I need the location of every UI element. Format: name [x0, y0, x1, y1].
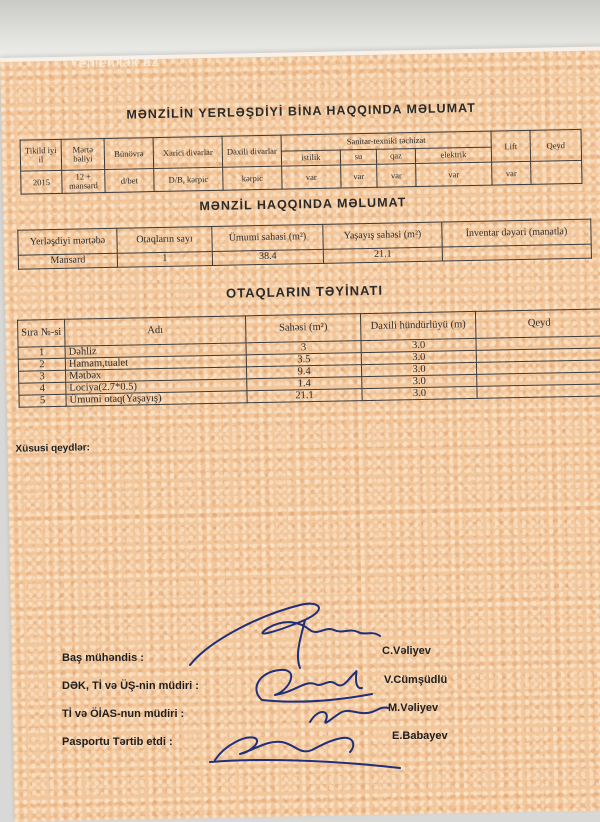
cell-area: 3 — [246, 341, 361, 355]
header-height: Daxili hündürlüyü (m) — [360, 311, 475, 340]
header-lift: Lift — [491, 130, 531, 162]
header-year: Tikild iyi il — [20, 139, 62, 171]
header-floor: Yerləşdiyi mərtəbə — [18, 228, 117, 255]
cell-name: Lociya(2.7*0.5) — [66, 379, 247, 394]
signature-name-passport-compiler: E.Babayev — [392, 730, 448, 742]
cell-rooms: 1 — [117, 251, 212, 267]
signature-role-chief-engineer: Baş mühəndis : — [62, 652, 144, 664]
cell-no: 4 — [19, 382, 66, 395]
cell-water: var — [340, 164, 377, 188]
signature-3 — [310, 707, 388, 722]
signature-name-dek-director: V.Cümşüdlü — [384, 674, 448, 686]
cell-inner-walls: kərpic — [223, 166, 282, 190]
signature-name-ti-director: M.Vəliyev — [388, 702, 439, 714]
cell-area: 1.4 — [247, 377, 362, 391]
header-no: Sıra №-si — [18, 319, 66, 347]
cell-outer-walls: D/B, kərpic — [154, 167, 223, 191]
header-living-area: Yaşayış sahəsi (m²) — [323, 222, 442, 249]
signature-name-chief-engineer: C.Vəliyev — [382, 645, 431, 657]
header-sanitary: Sanitar-texniki təchizat — [281, 131, 491, 151]
cell-lift: var — [492, 161, 531, 185]
signature-role-ti-director: Tİ və ÖİAS-nun müdiri : — [62, 708, 185, 720]
signature-4-underline — [210, 760, 400, 768]
signature-1-flourish — [298, 620, 305, 668]
header-heating: istilik — [281, 149, 340, 166]
cell-area: 3.5 — [246, 353, 361, 367]
building-section-title: MƏNZİLİN YERLƏŞDİYİ BİNA HAQQINDA MƏLUMAT — [126, 100, 476, 122]
header-inventory-value: İnventar dəyəri (manatla) — [442, 219, 591, 247]
cell-living-area: 21.1 — [323, 247, 442, 263]
header-rooms: Otaqların sayı — [117, 226, 212, 253]
header-water: su — [340, 149, 377, 165]
header-area: Sahəsi (m²) — [245, 314, 360, 343]
cell-floor: Mansard — [18, 253, 117, 269]
signature-4 — [215, 737, 353, 760]
cell-floors: 12 + mansard — [62, 170, 105, 194]
cell-height: 3.0 — [362, 374, 477, 388]
watermark: Yeniemlak.az — [69, 52, 160, 71]
cell-no: 2 — [18, 358, 65, 371]
cell-height: 3.0 — [362, 386, 477, 400]
header-foundation: Bünövrə — [104, 138, 154, 170]
header-note: Qeyd — [475, 309, 600, 338]
apartment-section-title: MƏNZİL HAQQINDA MƏLUMAT — [199, 195, 407, 214]
header-gas: qaz — [376, 148, 415, 164]
cell-height: 3.0 — [361, 338, 476, 352]
header-floors: Mərtə bəliyi — [61, 139, 105, 171]
signature-1 — [190, 604, 380, 665]
cell-electric: var — [416, 162, 493, 186]
signature-role-dek-director: DƏK, Tİ və ÜŞ-nin müdiri : — [62, 680, 199, 692]
cell-area: 21.1 — [247, 389, 362, 403]
cell-no: 1 — [18, 346, 65, 359]
cell-heating: var — [282, 165, 341, 189]
cell-foundation: d/bet — [105, 169, 154, 193]
rooms-section-title: OTAQLARIN TƏYİNATI — [225, 282, 384, 301]
header-outer-walls: Xarici divarlar — [153, 136, 223, 168]
header-name: Adı — [65, 316, 246, 346]
cell-name: Dəhliz — [65, 343, 246, 358]
header-inner-walls: Daxili divarlar — [222, 135, 282, 167]
cell-gas: var — [377, 164, 416, 188]
header-note: Qeyd — [530, 129, 582, 161]
cell-name: Ümumi otaq(Yaşayış) — [66, 391, 247, 406]
cell-name: Hamam,tualet — [65, 355, 246, 370]
cell-height: 3.0 — [361, 362, 476, 376]
cell-total-area: 38.4 — [212, 249, 323, 265]
header-total-area: Ümumi sahəsi (m²) — [212, 224, 323, 251]
signature-2 — [256, 670, 362, 700]
cell-name: Mətbəx — [66, 367, 247, 382]
cell-area: 9.4 — [246, 365, 361, 379]
special-notes-label: Xüsusi qeydlər: — [15, 442, 91, 455]
header-electric: elektrik — [415, 147, 491, 164]
cell-year: 2015 — [21, 170, 62, 194]
cell-no: 5 — [19, 394, 66, 407]
cell-no: 3 — [19, 370, 66, 383]
cell-height: 3.0 — [361, 350, 476, 364]
signature-role-passport-compiler: Pasportu Tərtib etdi : — [62, 736, 173, 748]
